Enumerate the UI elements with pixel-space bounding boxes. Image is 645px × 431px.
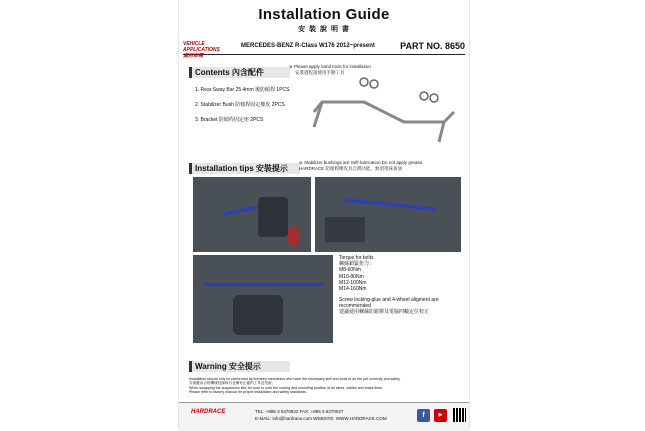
vehicle-label: VEHICLE APPLICATIONS 適用車種 bbox=[183, 41, 220, 59]
youtube-icon[interactable]: ▶ bbox=[434, 409, 447, 422]
contents-heading: Contents 內含配件 bbox=[189, 67, 290, 78]
torque-spec: Torque for bolts 螺絲鎖緊扭力： M8-60Nm M10-80Nm M12-100Nm M14-160Nm bbox=[339, 255, 375, 293]
facebook-icon[interactable]: f bbox=[417, 409, 430, 422]
contents-item-1: 1. Rear Sway Bar 25.4mm 後防傾桿 1PCS bbox=[195, 87, 290, 93]
page-title: Installation Guide bbox=[258, 6, 390, 23]
install-photo-right bbox=[315, 177, 461, 252]
hardrace-logo: HARDRACE bbox=[191, 409, 226, 415]
contents-note: ※ Please apply hand tools for installation 安裝過程請使用手動工具 bbox=[289, 64, 371, 75]
installation-tips-heading: Installation tips 安裝提示 bbox=[189, 163, 300, 174]
tips-note: ※ Stabilizer bushings are Self-lubrication.Do not apply grease. HARDRACE 防傾桿橡皮具自潤功能，無須塗抹黃油 bbox=[299, 160, 424, 171]
contents-item-2: 2. Stabilizer Bush 防傾桿固定橡皮 2PCS bbox=[195, 102, 285, 108]
warning-heading: Warning 安全提示 bbox=[189, 361, 290, 372]
sway-bar-drawing bbox=[304, 72, 464, 152]
installation-guide-sheet bbox=[178, 0, 470, 430]
contact-info: TEL: +886 3 5370822 FAX: +886 3 5370027 E-MAIL: info@hardrace.com WEBSITE: WWW.HARDRACE.COM bbox=[255, 409, 387, 421]
footer bbox=[179, 402, 469, 431]
vehicle-name: MERCEDES-BENZ R-Class W176 2012~present bbox=[241, 43, 375, 49]
screw-recommendation: Screw locking-glue and 4-wheel aligment are recommended 建議使用螺絲防鬆膠及電腦四輪定位校正 bbox=[339, 297, 439, 316]
page-subtitle: 安 裝 說 明 書 bbox=[298, 26, 350, 33]
qr-code-icon bbox=[453, 408, 466, 422]
vehicle-header-row bbox=[183, 41, 465, 59]
contents-item-3: 3. Bracket 防傾桿固定座 2PCS bbox=[195, 117, 264, 123]
part-number: PART NO. 8650 bbox=[400, 41, 465, 51]
warning-text: Installation should only be performed by licensed mechanics who have the necessary skill and tools to do the job correctly and safely. 安裝應由合格機械技師執行並擁有正確的工具及技術。 When swapping the suspension kits, be sure to note the routing and mounting position of all wires, cables and brake lines. Please refer to factory manual for proper installation and safety standards. bbox=[189, 377, 401, 395]
install-photo-bottom bbox=[193, 255, 333, 343]
install-photo-left bbox=[193, 177, 311, 252]
